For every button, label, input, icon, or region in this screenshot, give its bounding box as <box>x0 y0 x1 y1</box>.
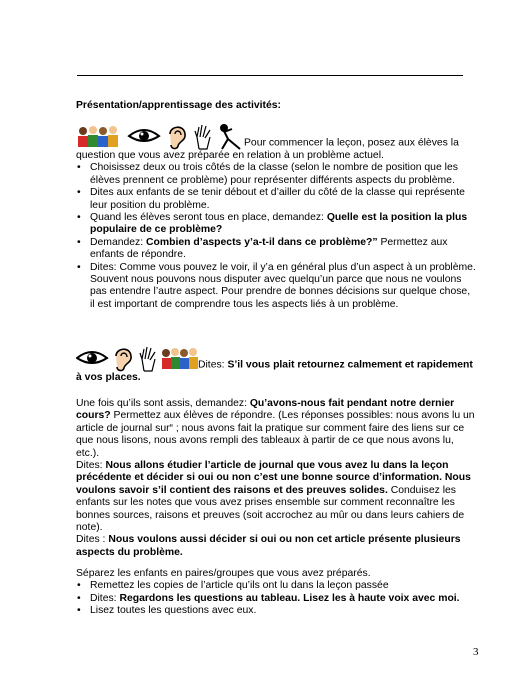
paragraph-groups: Séparez les enfants en paires/groupes que vous avez préparés. • Remettez les copies de l’article qu’ils ont lu dans la leçon passée • Dites: Regardons les questions au tableau. Lisez les à haute voix avec moi. • Lisez toutes les questions avec eux. <box>76 568 476 618</box>
hand-icon <box>140 347 155 371</box>
group-of-children-icon <box>162 348 198 369</box>
ear-icon <box>116 349 131 370</box>
section-heading: Présentation/apprentissage des activités: <box>76 100 282 111</box>
section-1-bullets <box>76 162 476 311</box>
list-item: • Remettez les copies de l’article qu’ils ont lu dans la leçon passée <box>76 580 476 592</box>
list-item: • Quand les élèves seront tous en place, demandez: Quelle est la position la plus populaire de ce problème? <box>76 212 476 237</box>
list-item: • Choisissez deux ou trois côtés de la classe (selon le nombre de position que les élèves prennent ce problème) pour représenter différents aspects du problème. <box>76 162 476 187</box>
eye-icon <box>77 352 107 363</box>
icon-strip-2 <box>76 344 198 372</box>
section-2-instruction: Dites: S’il vous plait retournez calmement et rapidement à vos places. <box>76 344 476 384</box>
section-2 <box>76 344 476 384</box>
list-item: • Lisez toutes les questions avec eux. <box>76 605 476 617</box>
horizontal-rule <box>77 75 463 76</box>
icon-strip-1 <box>76 122 244 150</box>
section-1-intro: Pour commencer la leçon, posez aux élèves la question que vous avez préparée en relation à un problème actuel. <box>76 122 476 162</box>
list-item: • Dites: Comme vous pouvez le voir, il y’a en général plus d’un aspect à un problème. Souvent nous pouvons nous disputer avec quelqu’un parce que nous ne voulons pas entendre l’autre aspect. Pour prendre de bonnes décisions sur quelque chose, il est important de comprendre tous les aspects liés à un problème. <box>76 262 476 312</box>
list-item: • Dites: Regardons les questions au tableau. Lisez les à haute voix avec moi. <box>76 593 476 605</box>
section-1 <box>76 122 476 311</box>
paragraph-last-lesson: Une fois qu’ils sont assis, demandez: Qu’avons-nous fait pendant notre dernier cours? Permettez aux élèves de répondre. (Les réponses possibles: nous avons lu un article de journal sur“ ; nous avons fait la pratique sur comment faire des liens sur ce que nous lisons, nous avons rempli des tableaux à partir de ce que nous avons lu, etc.). <box>76 398 475 459</box>
groups-bullets <box>76 580 476 617</box>
page-number: 3 <box>473 646 479 658</box>
paragraph-study-article: Dites: Nous allons étudier l’article de journal que vous avez lu dans la leçon précédente et décider si oui ou non c’est une bonne source d’information. Nous voulons savoir s’il contient des raisons et des preuves solides. Conduisez les enfants sur les notes que vous avez prises ensemble sur comment reconnaître les bonnes sources, raisons et preuves (soit accrochez au mûr ou dans leurs cahiers de note). Dites : Nous voulons aussi décider si oui ou non cet article présente plusieurs aspects du problème. <box>76 460 471 558</box>
group-of-children-icon <box>78 126 118 147</box>
eye-icon <box>129 130 159 141</box>
hand-icon <box>195 125 210 149</box>
ear-icon <box>170 127 185 148</box>
stretching-figure-icon <box>221 125 240 149</box>
list-item: • Demandez: Combien d’aspects y’a-t-il dans ce problème?” Permettez aux enfants de répondre. <box>76 237 476 262</box>
list-item: • Dites aux enfants de se tenir débout et d’ailler du côté de la classe qui représente leur position du problème. <box>76 187 476 212</box>
